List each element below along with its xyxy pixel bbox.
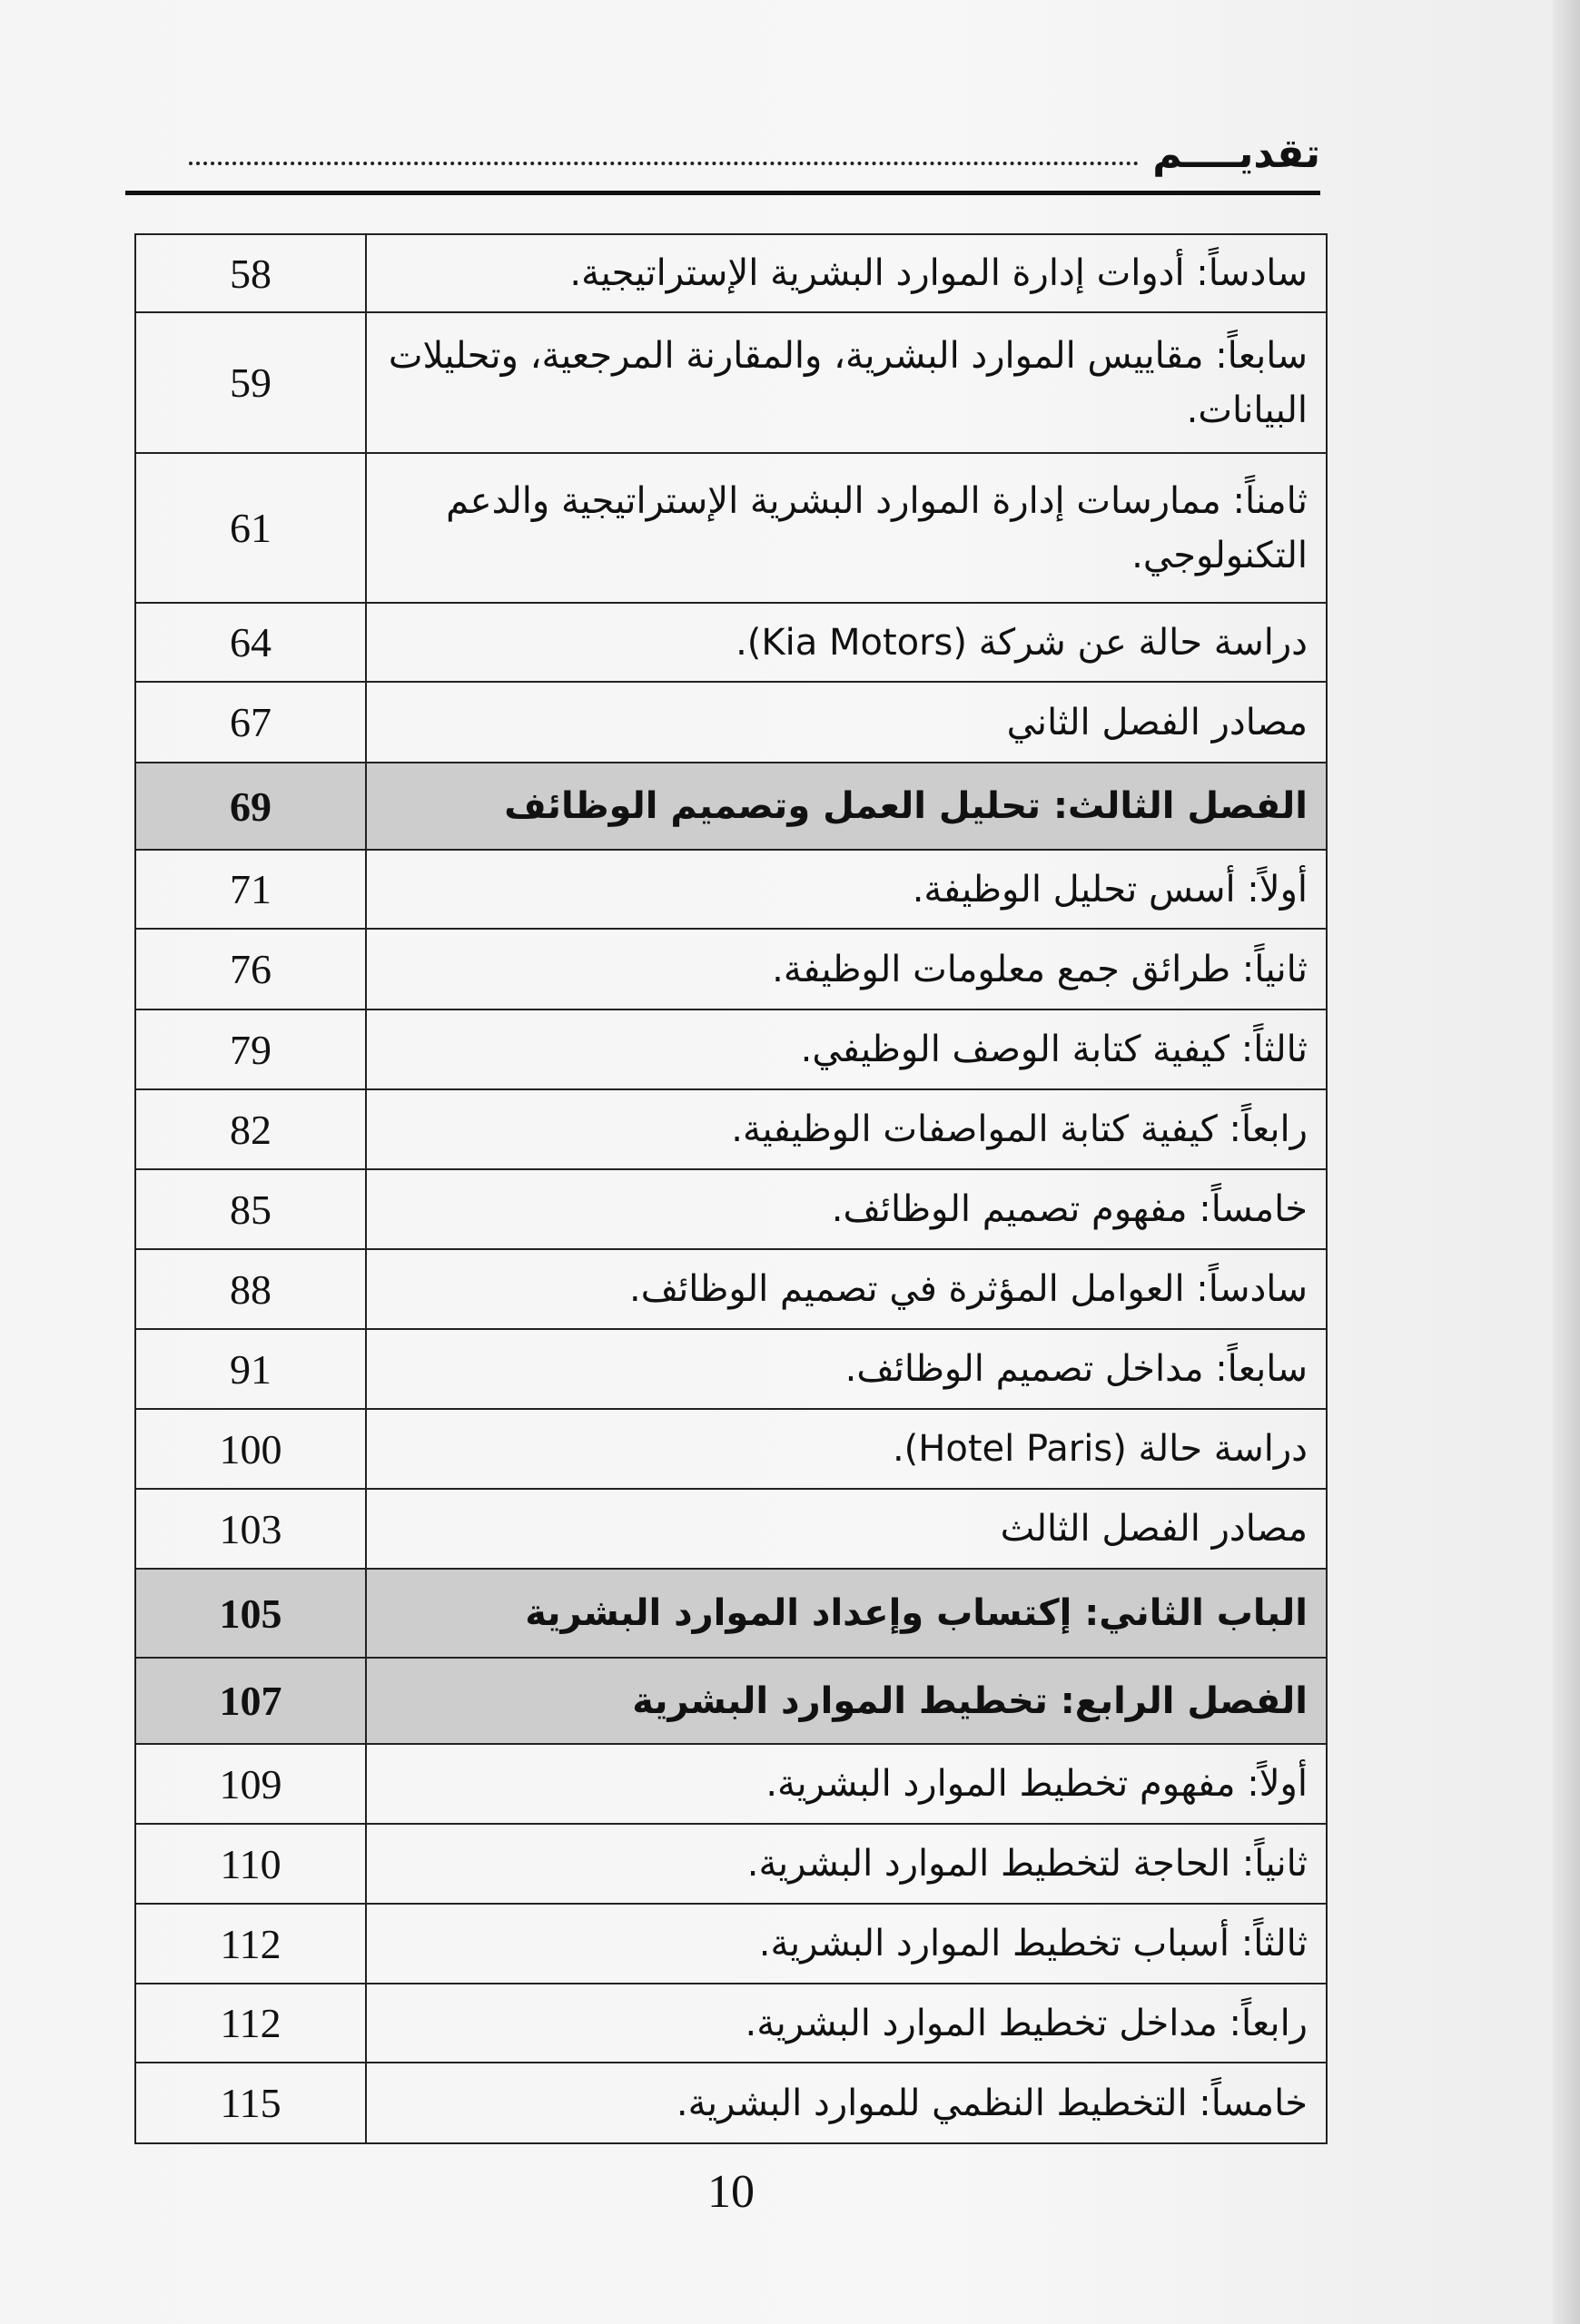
toc-row xyxy=(135,1904,1327,1984)
toc-entry-title: سابعاً: مداخل تصميم الوظائف. xyxy=(366,1329,1327,1409)
toc-row xyxy=(135,234,1327,312)
running-header xyxy=(125,127,1320,195)
toc-section-row xyxy=(135,1569,1327,1658)
toc-row xyxy=(135,453,1327,603)
toc-entry-title: ثالثاً: كيفية كتابة الوصف الوظيفي. xyxy=(366,1009,1327,1089)
toc-row xyxy=(135,312,1327,453)
toc-row xyxy=(135,1744,1327,1824)
toc-entry-title: سابعاً: مقاييس الموارد البشرية، والمقارنة المرجعية، وتحليلات البيانات. xyxy=(366,312,1327,453)
toc-row xyxy=(135,1489,1327,1569)
toc-entry-title: ثالثاً: أسباب تخطيط الموارد البشرية. xyxy=(366,1904,1327,1984)
toc-entry-title: مصادر الفصل الثالث xyxy=(366,1489,1327,1569)
toc-entry-page: 112 xyxy=(135,1984,366,2063)
toc-entry-page: 112 xyxy=(135,1904,366,1984)
header-rule xyxy=(125,191,1320,195)
toc-entry-page: 110 xyxy=(135,1824,366,1904)
toc-entry-title: سادساً: العوامل المؤثرة في تصميم الوظائف. xyxy=(366,1249,1327,1329)
toc-body xyxy=(135,234,1327,2143)
toc-entry-page: 67 xyxy=(135,682,366,763)
toc-entry-title: أولاً: مفهوم تخطيط الموارد البشرية. xyxy=(366,1744,1327,1824)
toc-entry-page: 59 xyxy=(135,312,366,453)
toc-entry-title: الباب الثاني: إكتساب وإعداد الموارد البشرية xyxy=(366,1569,1327,1658)
toc-row xyxy=(135,1249,1327,1329)
page-number: 10 xyxy=(707,2166,755,2218)
toc-entry-title: أولاً: أسس تحليل الوظيفة. xyxy=(366,850,1327,929)
toc-entry-title: الفصل الثالث: تحليل العمل وتصميم الوظائف xyxy=(366,763,1327,850)
toc-entry-page: 61 xyxy=(135,453,366,603)
toc-entry-title: الفصل الرابع: تخطيط الموارد البشرية xyxy=(366,1658,1327,1744)
toc-section-row xyxy=(135,1658,1327,1744)
toc-entry-page: 115 xyxy=(135,2063,366,2143)
toc-entry-title: رابعاً: مداخل تخطيط الموارد البشرية. xyxy=(366,1984,1327,2063)
toc-entry-title: ثامناً: ممارسات إدارة الموارد البشرية الإستراتيجية والدعم التكنولوجي. xyxy=(366,453,1327,603)
toc-row xyxy=(135,929,1327,1009)
toc-entry-title: دراسة حالة عن شركة (Kia Motors). xyxy=(366,603,1327,682)
toc-row xyxy=(135,603,1327,682)
toc-entry-page: 76 xyxy=(135,929,366,1009)
table-of-contents xyxy=(134,233,1328,2144)
toc-entry-page: 91 xyxy=(135,1329,366,1409)
page-edge-shadow xyxy=(1553,0,1580,2324)
toc-row xyxy=(135,1089,1327,1169)
header-dot-leader xyxy=(189,162,1139,165)
toc-row xyxy=(135,1169,1327,1249)
toc-entry-title: ثانياً: الحاجة لتخطيط الموارد البشرية. xyxy=(366,1824,1327,1904)
toc-row xyxy=(135,1824,1327,1904)
toc-entry-title: دراسة حالة (Hotel Paris). xyxy=(366,1409,1327,1489)
toc-entry-page: 105 xyxy=(135,1569,366,1658)
toc-row xyxy=(135,1409,1327,1489)
toc-entry-page: 58 xyxy=(135,234,366,312)
toc-row xyxy=(135,2063,1327,2143)
toc-entry-title: سادساً: أدوات إدارة الموارد البشرية الإستراتيجية. xyxy=(366,234,1327,312)
toc-entry-page: 109 xyxy=(135,1744,366,1824)
toc-entry-page: 69 xyxy=(135,763,366,850)
toc-entry-page: 64 xyxy=(135,603,366,682)
toc-entry-page: 85 xyxy=(135,1169,366,1249)
toc-entry-title: مصادر الفصل الثاني xyxy=(366,682,1327,763)
toc-entry-page: 82 xyxy=(135,1089,366,1169)
toc-row xyxy=(135,850,1327,929)
toc-section-row xyxy=(135,763,1327,850)
toc-entry-title: خامساً: التخطيط النظمي للموارد البشرية. xyxy=(366,2063,1327,2143)
toc-entry-title: رابعاً: كيفية كتابة المواصفات الوظيفية. xyxy=(366,1089,1327,1169)
toc-row xyxy=(135,1329,1327,1409)
toc-entry-page: 71 xyxy=(135,850,366,929)
toc-row xyxy=(135,1984,1327,2063)
header-title: تقديــــم xyxy=(1152,131,1320,177)
toc-entry-page: 103 xyxy=(135,1489,366,1569)
toc-entry-page: 88 xyxy=(135,1249,366,1329)
toc-row xyxy=(135,682,1327,763)
toc-entry-page: 100 xyxy=(135,1409,366,1489)
toc-entry-page: 79 xyxy=(135,1009,366,1089)
toc-entry-title: خامساً: مفهوم تصميم الوظائف. xyxy=(366,1169,1327,1249)
toc-entry-title: ثانياً: طرائق جمع معلومات الوظيفة. xyxy=(366,929,1327,1009)
toc-entry-page: 107 xyxy=(135,1658,366,1744)
toc-row xyxy=(135,1009,1327,1089)
